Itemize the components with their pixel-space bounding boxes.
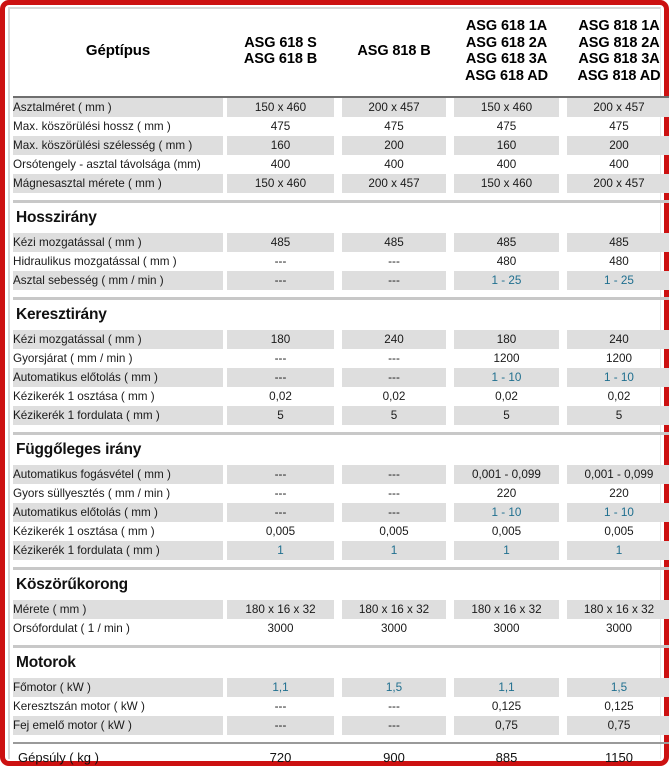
- row-label: Főmotor ( kW ): [13, 678, 223, 697]
- row-value-4: [563, 136, 669, 155]
- table-row: [13, 678, 669, 697]
- row-value-2: [338, 174, 450, 193]
- row-label: Kézikerék 1 fordulata ( mm ): [13, 541, 223, 560]
- value-text: 180: [454, 330, 559, 349]
- row-value-2: [338, 678, 450, 697]
- row-value-1: [223, 330, 338, 349]
- header-model-line: ASG 618 2A: [465, 34, 548, 51]
- row-value-2: [338, 406, 450, 425]
- row-label: Automatikus fogásvétel ( mm ): [13, 465, 223, 484]
- row-value-3: [450, 697, 563, 716]
- value-text: 485: [227, 233, 334, 252]
- value-text: ---: [388, 255, 400, 268]
- row-value-3: [450, 484, 563, 503]
- row-value-3: [450, 271, 563, 290]
- value-text: 180 x 16 x 32: [342, 600, 446, 619]
- value-text: ---: [342, 503, 446, 522]
- row-label: Max. köszörülési szélesség ( mm ): [13, 136, 223, 155]
- value-text: ---: [274, 700, 287, 713]
- table-row: [13, 330, 669, 349]
- row-value-2: [338, 136, 450, 155]
- value-text: 5: [227, 406, 334, 425]
- section-separator-cell: [13, 560, 669, 571]
- row-value-4: [563, 98, 669, 117]
- section-heading-row: [13, 301, 669, 330]
- row-value-2: [338, 349, 450, 368]
- row-value-1: [223, 155, 338, 174]
- row-label: Kézikerék 1 osztása ( mm ): [13, 390, 155, 403]
- row-value-2: [338, 155, 450, 174]
- value-text: 3000: [605, 622, 632, 635]
- row-value-4: [563, 600, 669, 619]
- row-value-1: [223, 233, 338, 252]
- value-text: 1 - 10: [567, 503, 669, 522]
- value-text: 1200: [605, 352, 632, 365]
- row-value-2: [338, 368, 450, 387]
- section-heading-cell: [13, 571, 669, 600]
- row-value-4: [563, 522, 669, 541]
- value-text: 160: [454, 136, 559, 155]
- row-value-4: [563, 174, 669, 193]
- row-value-3: [450, 155, 563, 174]
- value-text: 1200: [493, 352, 520, 365]
- section-heading-cell: [13, 649, 669, 678]
- value-text: 1,5: [342, 678, 446, 697]
- row-label: Hidraulikus mozgatással ( mm ): [13, 255, 177, 268]
- value-text: 1 - 10: [567, 368, 669, 387]
- row-value-1: [223, 678, 338, 697]
- value-text: 220: [609, 487, 629, 500]
- value-text: 0,005: [491, 525, 522, 538]
- value-text: ---: [274, 352, 287, 365]
- row-value-3: [450, 716, 563, 735]
- header-cell-model-1: [223, 9, 338, 96]
- table-row: [13, 522, 669, 541]
- section-separator-row: [13, 425, 669, 436]
- row-label: Fej emelő motor ( kW ): [13, 716, 223, 735]
- row-value-4: [563, 406, 669, 425]
- value-text: 0,02: [495, 390, 518, 403]
- header-model-line: ASG 818 1A: [578, 18, 660, 34]
- value-text: 0,75: [454, 716, 559, 735]
- row-value-3: [450, 678, 563, 697]
- value-text: 0,005: [604, 525, 634, 538]
- value-text: ---: [342, 716, 446, 735]
- value-text: 1 - 10: [454, 368, 559, 387]
- section-title: Motorok: [16, 654, 76, 671]
- row-value-4: [563, 484, 669, 503]
- value-text: 0,02: [607, 390, 631, 403]
- row-value-2: [338, 697, 450, 716]
- total-row-label: Gépsúly ( kg ): [18, 750, 99, 765]
- table-header-row: [13, 9, 669, 96]
- value-text: 475: [270, 120, 291, 133]
- value-text: 180 x 16 x 32: [227, 600, 334, 619]
- value-text: 0,005: [265, 525, 296, 538]
- section-title: Keresztirány: [16, 306, 107, 323]
- value-text: ---: [274, 487, 287, 500]
- table-row: [13, 155, 669, 174]
- table-row: [13, 136, 669, 155]
- value-text: 240: [342, 330, 446, 349]
- row-label: Mérete ( mm ): [13, 600, 223, 619]
- row-value-2: [338, 271, 450, 290]
- row-value-2: [338, 98, 450, 117]
- value-text: 150 x 460: [454, 98, 559, 117]
- section-separator-cell: [13, 425, 669, 436]
- section-separator-row: [13, 560, 669, 571]
- total-row-value-4: 1150: [605, 750, 633, 765]
- row-label: Asztalméret ( mm ): [13, 98, 223, 117]
- row-value-4: [563, 541, 669, 560]
- row-value-2: [338, 541, 450, 560]
- value-text: 480: [496, 255, 517, 268]
- row-value-2: [338, 522, 450, 541]
- row-value-1: [223, 522, 338, 541]
- table-row: [13, 271, 669, 290]
- total-divider: [13, 742, 669, 744]
- section-title: Függőleges irány: [16, 441, 142, 458]
- row-value-1: [223, 406, 338, 425]
- header-model-line: ASG 618 B: [243, 51, 318, 67]
- table-row: [13, 252, 669, 271]
- row-value-2: [338, 600, 450, 619]
- value-text: 1,1: [227, 678, 334, 697]
- row-value-3: [450, 330, 563, 349]
- row-value-4: [563, 271, 669, 290]
- section-heading-cell: [13, 204, 669, 233]
- section-separator-row: [13, 193, 669, 204]
- value-text: 0,001 - 0,099: [567, 465, 669, 484]
- value-text: 1: [567, 541, 669, 560]
- row-value-4: [563, 233, 669, 252]
- section-separator-bar: [13, 645, 669, 648]
- value-text: 485: [342, 233, 446, 252]
- row-label: Orsófordulat ( 1 / min ): [13, 622, 130, 635]
- value-text: 1 - 10: [454, 503, 559, 522]
- row-value-2: [338, 117, 450, 136]
- row-value-4: [563, 330, 669, 349]
- row-value-3: [450, 233, 563, 252]
- value-text: 180 x 16 x 32: [567, 600, 669, 619]
- header-model-line: ASG 618 AD: [464, 67, 549, 84]
- section-separator-cell: [13, 193, 669, 204]
- value-text: 1: [454, 541, 559, 560]
- value-text: 5: [567, 406, 669, 425]
- row-value-3: [450, 387, 563, 406]
- spec-sheet-inner: [8, 7, 661, 765]
- table-row: [13, 484, 669, 503]
- table-row: [13, 98, 669, 117]
- row-value-3: [450, 406, 563, 425]
- value-text: 5: [454, 406, 559, 425]
- section-separator-bar: [13, 567, 669, 570]
- value-text: ---: [227, 465, 334, 484]
- row-value-1: [223, 619, 338, 638]
- value-text: 0,125: [491, 700, 522, 713]
- row-value-3: [450, 368, 563, 387]
- row-label: Orsótengely - asztal távolsága (mm): [13, 158, 201, 171]
- section-separator-bar: [13, 200, 669, 203]
- section-heading-cell: [13, 436, 669, 465]
- row-value-2: [338, 233, 450, 252]
- row-value-3: [450, 522, 563, 541]
- row-value-1: [223, 174, 338, 193]
- value-text: ---: [227, 503, 334, 522]
- section-separator-row: [13, 290, 669, 301]
- section-separator-cell: [13, 290, 669, 301]
- value-text: ---: [227, 716, 334, 735]
- value-text: 3000: [380, 622, 407, 635]
- value-text: 1,5: [567, 678, 669, 697]
- row-value-1: [223, 600, 338, 619]
- row-value-1: [223, 349, 338, 368]
- header-cell-label: Géptípus: [85, 41, 151, 59]
- value-text: 220: [496, 487, 517, 500]
- total-weight-row: [13, 745, 669, 771]
- table-row: [13, 387, 669, 406]
- row-value-3: [450, 252, 563, 271]
- row-value-4: [563, 155, 669, 174]
- row-value-2: [338, 387, 450, 406]
- row-value-3: [450, 98, 563, 117]
- row-value-1: [223, 503, 338, 522]
- table-row: [13, 541, 669, 560]
- row-value-2: [338, 484, 450, 503]
- table-row: [13, 233, 669, 252]
- value-text: 240: [567, 330, 669, 349]
- row-value-2: [338, 716, 450, 735]
- row-value-1: [223, 271, 338, 290]
- row-label: Automatikus előtolás ( mm ): [13, 368, 223, 387]
- value-text: 0,02: [269, 390, 292, 403]
- value-text: ---: [342, 271, 446, 290]
- header-cell-model-4: [563, 9, 669, 96]
- value-text: 200: [567, 136, 669, 155]
- row-value-3: [450, 174, 563, 193]
- value-text: 200: [342, 136, 446, 155]
- value-text: 3000: [267, 622, 294, 635]
- specification-table: [13, 9, 669, 771]
- row-value-4: [563, 697, 669, 716]
- row-value-2: [338, 465, 450, 484]
- value-text: 200 x 457: [567, 174, 669, 193]
- value-text: 480: [609, 255, 629, 268]
- total-separator-row: [13, 735, 669, 745]
- row-label: Gyors süllyesztés ( mm / min ): [13, 487, 171, 500]
- value-text: 485: [454, 233, 559, 252]
- row-value-1: [223, 98, 338, 117]
- row-value-2: [338, 330, 450, 349]
- total-row-value-3: 885: [495, 750, 518, 765]
- value-text: 180 x 16 x 32: [454, 600, 559, 619]
- row-label: Automatikus előtolás ( mm ): [13, 503, 223, 522]
- value-text: 400: [270, 158, 291, 171]
- value-text: 5: [342, 406, 446, 425]
- section-title: Köszörűkorong: [16, 576, 128, 593]
- row-label: Kézikerék 1 fordulata ( mm ): [13, 406, 223, 425]
- header-cell-model-3: [450, 9, 563, 96]
- value-text: 1: [227, 541, 334, 560]
- total-row-value-1: 720: [269, 750, 292, 765]
- row-label: Gyorsjárat ( mm / min ): [13, 352, 133, 365]
- section-heading-row: [13, 436, 669, 465]
- value-text: ---: [342, 465, 446, 484]
- value-text: 400: [609, 158, 629, 171]
- row-value-2: [338, 503, 450, 522]
- value-text: 0,001 - 0,099: [454, 465, 559, 484]
- row-label: Kézi mozgatással ( mm ): [13, 233, 223, 252]
- table-row: [13, 697, 669, 716]
- value-text: 1: [342, 541, 446, 560]
- row-value-4: [563, 349, 669, 368]
- total-row-value-2: 900: [383, 750, 405, 765]
- table-row: [13, 349, 669, 368]
- header-model-line: ASG 618 1A: [465, 18, 548, 34]
- row-value-3: [450, 600, 563, 619]
- table-row: [13, 406, 669, 425]
- row-label: Kézi mozgatással ( mm ): [13, 330, 223, 349]
- table-row: [13, 174, 669, 193]
- row-label: Kézikerék 1 osztása ( mm ): [13, 525, 155, 538]
- value-text: 150 x 460: [454, 174, 559, 193]
- row-value-3: [450, 619, 563, 638]
- row-value-1: [223, 716, 338, 735]
- row-value-4: [563, 503, 669, 522]
- row-label: Max. köszörülési hossz ( mm ): [13, 120, 171, 133]
- table-row: [13, 117, 669, 136]
- row-value-4: [563, 252, 669, 271]
- table-body: [13, 9, 669, 771]
- row-value-4: [563, 465, 669, 484]
- row-value-4: [563, 117, 669, 136]
- row-value-3: [450, 349, 563, 368]
- section-separator-row: [13, 638, 669, 649]
- value-text: 475: [609, 120, 629, 133]
- value-text: 180: [227, 330, 334, 349]
- row-value-1: [223, 368, 338, 387]
- table-row: [13, 600, 669, 619]
- value-text: 0,02: [382, 390, 406, 403]
- header-model-line: ASG 618 3A: [465, 51, 548, 67]
- section-heading-row: [13, 204, 669, 233]
- row-value-1: [223, 484, 338, 503]
- row-value-1: [223, 136, 338, 155]
- value-text: ---: [388, 487, 400, 500]
- table-row: [13, 619, 669, 638]
- value-text: 475: [384, 120, 404, 133]
- header-model-line: ASG 818 B: [357, 42, 431, 59]
- row-value-3: [450, 503, 563, 522]
- section-heading-row: [13, 571, 669, 600]
- row-value-4: [563, 619, 669, 638]
- row-value-3: [450, 541, 563, 560]
- value-text: ---: [388, 352, 400, 365]
- row-value-4: [563, 387, 669, 406]
- value-text: 0,005: [379, 525, 409, 538]
- header-model-line: ASG 618 S: [244, 34, 317, 51]
- value-text: 150 x 460: [227, 98, 334, 117]
- row-value-1: [223, 387, 338, 406]
- row-value-1: [223, 465, 338, 484]
- row-value-2: [338, 252, 450, 271]
- row-label: Keresztszán motor ( kW ): [13, 700, 145, 713]
- value-text: ---: [342, 368, 446, 387]
- header-model-line: ASG 818 2A: [578, 34, 660, 51]
- row-value-1: [223, 252, 338, 271]
- section-heading-row: [13, 649, 669, 678]
- value-text: 200 x 457: [342, 98, 446, 117]
- section-title: Hosszirány: [16, 209, 97, 226]
- total-separator-cell: [13, 735, 669, 745]
- value-text: ---: [227, 368, 334, 387]
- value-text: 160: [227, 136, 334, 155]
- row-value-1: [223, 697, 338, 716]
- value-text: 485: [567, 233, 669, 252]
- value-text: 200 x 457: [567, 98, 669, 117]
- value-text: 150 x 460: [227, 174, 334, 193]
- value-text: ---: [388, 700, 400, 713]
- table-row: [13, 716, 669, 735]
- row-value-3: [450, 465, 563, 484]
- section-separator-bar: [13, 297, 669, 300]
- row-value-1: [223, 541, 338, 560]
- section-heading-cell: [13, 301, 669, 330]
- value-text: 200 x 457: [342, 174, 446, 193]
- value-text: 400: [496, 158, 517, 171]
- value-text: 0,75: [567, 716, 669, 735]
- section-separator-cell: [13, 638, 669, 649]
- value-text: 1 - 25: [567, 271, 669, 290]
- header-cell-model-2: [338, 9, 450, 96]
- value-text: 1,1: [454, 678, 559, 697]
- value-text: 1 - 25: [454, 271, 559, 290]
- header-model-line: ASG 818 3A: [578, 51, 660, 67]
- row-value-4: [563, 678, 669, 697]
- row-value-3: [450, 136, 563, 155]
- table-row: [13, 465, 669, 484]
- value-text: ---: [274, 255, 287, 268]
- row-value-3: [450, 117, 563, 136]
- value-text: 475: [496, 120, 517, 133]
- row-value-4: [563, 716, 669, 735]
- row-label: Asztal sebesség ( mm / min ): [13, 271, 223, 290]
- row-value-1: [223, 117, 338, 136]
- value-text: 400: [384, 158, 404, 171]
- table-row: [13, 503, 669, 522]
- value-text: 3000: [493, 622, 520, 635]
- row-value-2: [338, 619, 450, 638]
- row-label: Mágnesasztal mérete ( mm ): [13, 174, 223, 193]
- header-model-line: ASG 818 AD: [577, 67, 661, 84]
- section-separator-bar: [13, 432, 669, 435]
- row-value-4: [563, 368, 669, 387]
- value-text: 0,125: [604, 700, 634, 713]
- value-text: ---: [227, 271, 334, 290]
- table-row: [13, 368, 669, 387]
